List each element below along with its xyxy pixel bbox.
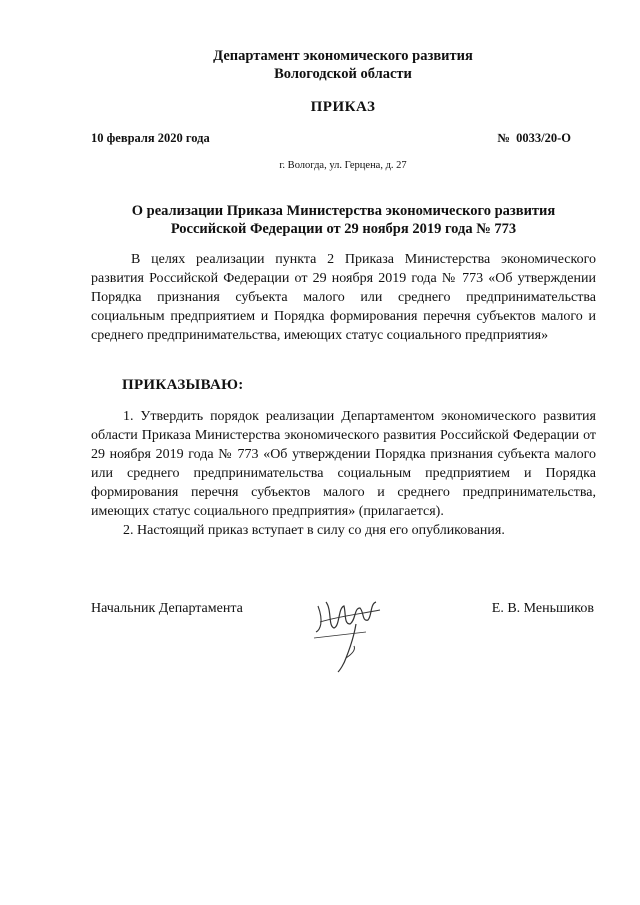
order-heading: ПРИКАЗЫВАЮ: (122, 377, 244, 393)
document-type: ПРИКАЗ (310, 99, 376, 115)
department-header (0, 47, 640, 83)
subject-line: Российской Федерации от 29 ноября 2019 года № 773 (170, 221, 517, 237)
signatory-name: Е. В. Меньшиков (491, 601, 594, 616)
document-subject (91, 202, 596, 238)
handwritten-signature (310, 592, 385, 674)
order-item: 2. Настоящий приказ вступает в силу со дня его опубликования. (123, 523, 505, 538)
preamble-paragraph: В целях реализации пункта 2 Приказа Министерства экономического развития Российской Федерации от 29 ноября 2019 года № 773 «Об утверждении Порядка признания субъекта малого или среднего предпринимательства социальным предприятием и Порядка формирования перечня субъектов малого и среднего предпринимательства, имеющих статус социального предприятия» (91, 252, 596, 343)
order-item: 1. Утвердить порядок реализации Департаментом экономического развития области Приказа Министерства экономического развития Российской Федерации от 29 ноября 2019 года № 773 «Об утверждении Порядка признания субъекта малого или среднего предпринимательства социальным предприятием и Порядка формирования перечня субъектов малого и среднего предпринимательства, имеющих статус социального предприятия» (прилагается). (91, 409, 596, 519)
order-items (91, 407, 596, 540)
document-number: № 0033/20-О (497, 131, 571, 145)
signatory-title: Начальник Департамента (91, 601, 243, 616)
document-date: 10 февраля 2020 года (91, 131, 210, 145)
department-name: Департамент экономического развития (213, 48, 473, 64)
department-region: Вологодской области (274, 66, 412, 82)
document-address: г. Вологда, ул. Герцена, д. 27 (279, 160, 407, 171)
subject-line: О реализации Приказа Министерства экономического развития (131, 203, 556, 219)
